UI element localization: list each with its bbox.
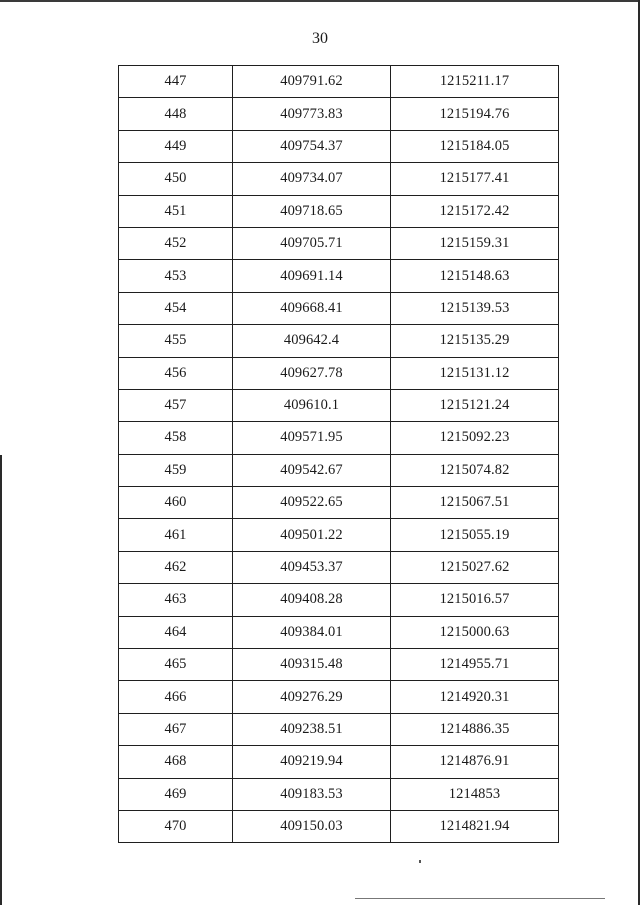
- x-coordinate-cell: 409219.94: [233, 746, 391, 778]
- table-row: [119, 810, 559, 842]
- y-coordinate-cell: 1215172.42: [391, 195, 559, 227]
- y-coordinate-cell: 1215135.29: [391, 325, 559, 357]
- x-coordinate-cell: 409668.41: [233, 292, 391, 324]
- y-coordinate-cell: 1214876.91: [391, 746, 559, 778]
- y-coordinate-cell: 1214853: [391, 778, 559, 810]
- x-coordinate-cell: 409610.1: [233, 389, 391, 421]
- y-coordinate-cell: 1215139.53: [391, 292, 559, 324]
- y-coordinate-cell: 1215211.17: [391, 66, 559, 98]
- table-row: [119, 519, 559, 551]
- x-coordinate-cell: 409150.03: [233, 810, 391, 842]
- page-number: 30: [312, 30, 328, 47]
- table-row: [119, 584, 559, 616]
- y-coordinate-cell: 1214955.71: [391, 649, 559, 681]
- y-coordinate-cell: 1215184.05: [391, 130, 559, 162]
- table-row: [119, 422, 559, 454]
- y-coordinate-cell: 1215000.63: [391, 616, 559, 648]
- point-number-cell: 455: [119, 325, 233, 357]
- point-number-cell: 463: [119, 584, 233, 616]
- point-number-cell: 456: [119, 357, 233, 389]
- table-row: [119, 649, 559, 681]
- x-coordinate-cell: 409501.22: [233, 519, 391, 551]
- y-coordinate-cell: 1215067.51: [391, 487, 559, 519]
- y-coordinate-cell: 1215194.76: [391, 98, 559, 130]
- table-row: [119, 357, 559, 389]
- table-row: [119, 260, 559, 292]
- table-row: [119, 227, 559, 259]
- x-coordinate-cell: 409754.37: [233, 130, 391, 162]
- table-row: [119, 746, 559, 778]
- table-row: [119, 616, 559, 648]
- coordinate-table: [118, 65, 559, 843]
- point-number-cell: 447: [119, 66, 233, 98]
- y-coordinate-cell: 1215027.62: [391, 551, 559, 583]
- y-coordinate-cell: 1215055.19: [391, 519, 559, 551]
- table-row: [119, 163, 559, 195]
- point-number-cell: 459: [119, 454, 233, 486]
- scan-speck: [419, 860, 421, 863]
- x-coordinate-cell: 409734.07: [233, 163, 391, 195]
- y-coordinate-cell: 1215121.24: [391, 389, 559, 421]
- coordinate-table-body: [119, 66, 559, 843]
- scan-border-left: [0, 455, 2, 905]
- point-number-cell: 469: [119, 778, 233, 810]
- y-coordinate-cell: 1215092.23: [391, 422, 559, 454]
- table-row: [119, 66, 559, 98]
- table-row: [119, 487, 559, 519]
- point-number-cell: 460: [119, 487, 233, 519]
- y-coordinate-cell: 1215074.82: [391, 454, 559, 486]
- table-row: [119, 454, 559, 486]
- point-number-cell: 466: [119, 681, 233, 713]
- point-number-cell: 448: [119, 98, 233, 130]
- point-number-cell: 462: [119, 551, 233, 583]
- point-number-cell: 470: [119, 810, 233, 842]
- y-coordinate-cell: 1214886.35: [391, 713, 559, 745]
- x-coordinate-cell: 409718.65: [233, 195, 391, 227]
- x-coordinate-cell: 409791.62: [233, 66, 391, 98]
- x-coordinate-cell: 409642.4: [233, 325, 391, 357]
- point-number-cell: 467: [119, 713, 233, 745]
- point-number-cell: 452: [119, 227, 233, 259]
- point-number-cell: 468: [119, 746, 233, 778]
- table-row: [119, 713, 559, 745]
- x-coordinate-cell: 409238.51: [233, 713, 391, 745]
- y-coordinate-cell: 1215177.41: [391, 163, 559, 195]
- point-number-cell: 451: [119, 195, 233, 227]
- table-row: [119, 292, 559, 324]
- x-coordinate-cell: 409384.01: [233, 616, 391, 648]
- table-row: [119, 778, 559, 810]
- point-number-cell: 464: [119, 616, 233, 648]
- table-row: [119, 130, 559, 162]
- x-coordinate-cell: 409276.29: [233, 681, 391, 713]
- x-coordinate-cell: 409522.65: [233, 487, 391, 519]
- table-row: [119, 195, 559, 227]
- y-coordinate-cell: 1215148.63: [391, 260, 559, 292]
- x-coordinate-cell: 409408.28: [233, 584, 391, 616]
- x-coordinate-cell: 409315.48: [233, 649, 391, 681]
- point-number-cell: 450: [119, 163, 233, 195]
- table-row: [119, 325, 559, 357]
- table-row: [119, 98, 559, 130]
- y-coordinate-cell: 1214821.94: [391, 810, 559, 842]
- point-number-cell: 454: [119, 292, 233, 324]
- x-coordinate-cell: 409183.53: [233, 778, 391, 810]
- y-coordinate-cell: 1215131.12: [391, 357, 559, 389]
- table-row: [119, 681, 559, 713]
- point-number-cell: 465: [119, 649, 233, 681]
- y-coordinate-cell: 1215159.31: [391, 227, 559, 259]
- point-number-cell: 458: [119, 422, 233, 454]
- y-coordinate-cell: 1215016.57: [391, 584, 559, 616]
- table-row: [119, 389, 559, 421]
- point-number-cell: 453: [119, 260, 233, 292]
- x-coordinate-cell: 409571.95: [233, 422, 391, 454]
- x-coordinate-cell: 409705.71: [233, 227, 391, 259]
- bottom-rule: [355, 898, 605, 899]
- y-coordinate-cell: 1214920.31: [391, 681, 559, 713]
- x-coordinate-cell: 409691.14: [233, 260, 391, 292]
- scan-border-top: [0, 0, 640, 2]
- table-row: [119, 551, 559, 583]
- x-coordinate-cell: 409453.37: [233, 551, 391, 583]
- x-coordinate-cell: 409627.78: [233, 357, 391, 389]
- point-number-cell: 457: [119, 389, 233, 421]
- point-number-cell: 461: [119, 519, 233, 551]
- x-coordinate-cell: 409773.83: [233, 98, 391, 130]
- x-coordinate-cell: 409542.67: [233, 454, 391, 486]
- point-number-cell: 449: [119, 130, 233, 162]
